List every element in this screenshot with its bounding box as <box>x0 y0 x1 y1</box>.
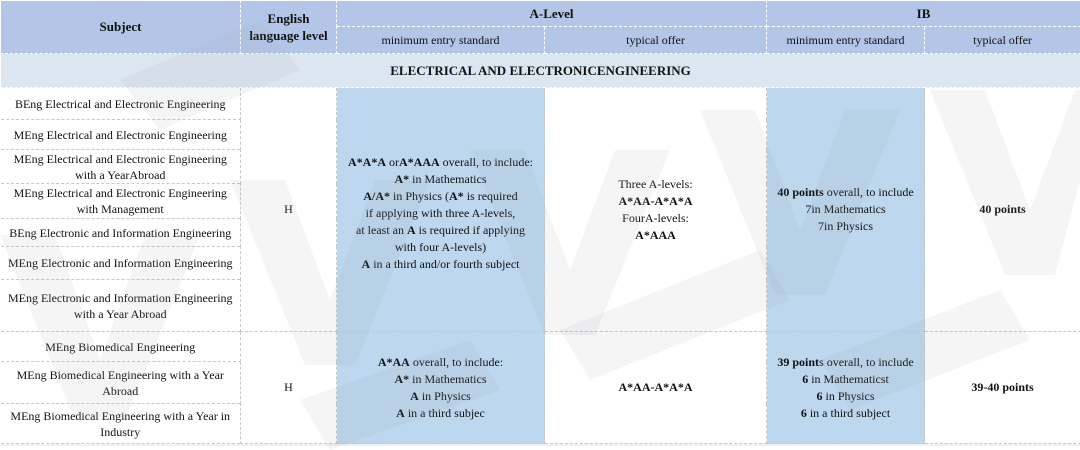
subject-cell: BEng Electrical and Electronic Engineering <box>1 88 241 120</box>
alevel-typical-offer-cell <box>545 88 767 332</box>
ib-min-entry-cell: 40 points overall, to include 7in Mathematics 7in Physics <box>767 88 925 332</box>
offer-line: FourA-levels: <box>622 210 689 225</box>
offer-grades: A*AAA <box>635 227 676 242</box>
alevel-min-entry-cell: A*A*A orA*AAA overall, to include: A* in Mathematics A/A* in Physics (A* is required if applying with three A-levels, at least an A is required if applying with four A-levels) A in a third and/or fourth subject <box>337 88 545 332</box>
subject-cell: MEng Electronic and Information Engineering <box>1 247 241 280</box>
table-bottom-divider <box>1 444 1080 447</box>
subject-cell: BEng Electronic and Information Engineering <box>1 219 241 247</box>
header-ib-typical-offer: typical offer <box>925 27 1080 54</box>
header-ib: IB <box>767 1 1080 27</box>
alevel-typical-offer-cell: A*AA-A*A*A <box>545 332 767 444</box>
english-level-cell: H <box>241 88 337 332</box>
subject-cell: MEng Electrical and Electronic Engineering <box>1 120 241 150</box>
header-alevel-typical-offer: typical offer <box>545 27 767 54</box>
subject-cell: MEng Electrical and Electronic Engineering with a YearAbroad <box>1 150 241 184</box>
ib-typical-offer-cell: 39-40 points <box>925 332 1080 444</box>
ib-typical-offer-cell: 40 points <box>925 88 1080 332</box>
subject-cell: MEng Electrical and Electronic Engineering with Management <box>1 184 241 219</box>
header-english-level: English language level <box>241 1 337 54</box>
subject-cell: MEng Biomedical Engineering with a Year Abroad <box>1 362 241 404</box>
english-level-cell: H <box>241 332 337 444</box>
offer-grades: A*AA-A*A*A <box>618 193 693 208</box>
subject-cell: MEng Biomedical Engineering with a Year in Industry <box>1 404 241 444</box>
ib-min-entry-cell: 39 points overall, to include 6 in Mathematicst 6 in Physics 6 in a third subject <box>767 332 925 444</box>
header-alevel-min-entry: minimum entry standard <box>337 27 545 54</box>
subject-cell: MEng Electronic and Information Engineering with a Year Abroad <box>1 280 241 332</box>
header-ib-min-entry: minimum entry standard <box>767 27 925 54</box>
subject-cell: MEng Biomedical Engineering <box>1 332 241 362</box>
section-title: ELECTRICAL AND ELECTRONICENGINEERING <box>1 54 1080 88</box>
offer-line: Three A-levels: <box>618 176 693 191</box>
header-subject: Subject <box>1 1 241 54</box>
header-a-level: A-Level <box>337 1 767 27</box>
alevel-min-entry-cell: A*AA overall, to include: A* in Mathematics A in Physics A in a third subjec <box>337 332 545 444</box>
